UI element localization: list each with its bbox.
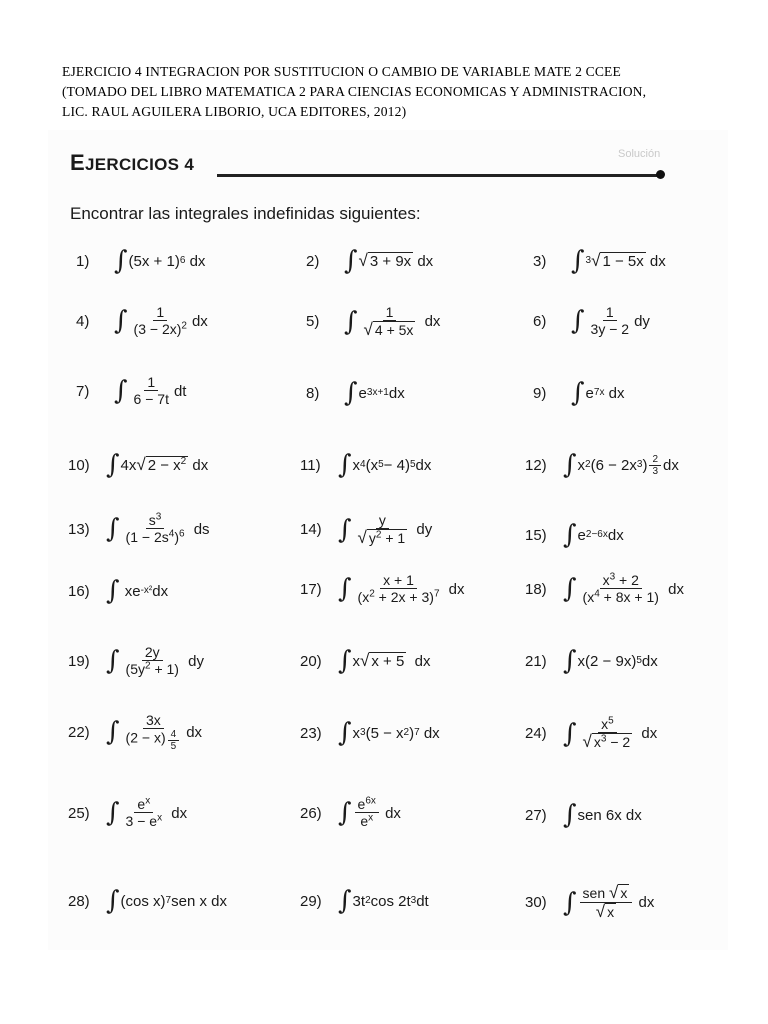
exercise-9: 9) ∫ e 7x dx <box>533 378 625 408</box>
exercise-1: 1) ∫ (5x + 1) 6 dx <box>76 246 206 276</box>
integral-sign: ∫ <box>106 717 120 747</box>
exercise-18: 18) ∫ $\frac{x^3 + 2}{(x^4 + 8x + 1)}$ dx <box>525 571 684 605</box>
exercise-12: 12) ∫ x 2 (6 − 2x 3 ) $\frac{2}{3}$ dx <box>525 450 679 480</box>
exercise-3: 3) ∫ 3 √ 1 − 5x dx <box>533 246 666 276</box>
exercise-11: 11) ∫ x 4 (x 5 − 4) 5 dx <box>300 450 432 480</box>
exercise-28: 28) ∫ (cos x) 7 sen x dx <box>68 886 227 916</box>
exercise-21: 21) ∫ x(2 − 9x) 5 dx <box>525 646 658 676</box>
exercise-25: 25) ∫ $\frac{e^x}{3 - e^x}$ dx <box>68 795 188 829</box>
integral-sign: ∫ <box>338 646 352 676</box>
integral-sign: ∫ <box>106 886 120 916</box>
exercise-6: 6) ∫ $\frac{1}{3y - 2}$ dy <box>533 304 650 337</box>
exercise-20: 20) ∫ x √ x + 5 dx <box>300 646 431 676</box>
integral-sign: ∫ <box>338 718 352 748</box>
exercise-2: 2) ∫ √ 3 + 9x dx <box>306 246 434 276</box>
header-line-2: (TOMADO DEL LIBRO MATEMATICA 2 PARA CIENCIAS ECONOMICAS Y ADMINISTRACION, <box>62 84 647 99</box>
integral-sign: ∫ <box>114 246 128 276</box>
integral-sign: ∫ <box>106 576 120 606</box>
integral-sign: ∫ <box>338 514 352 545</box>
integral-sign: ∫ <box>563 574 577 604</box>
integral-sign: ∫ <box>563 800 577 830</box>
integral-sign: ∫ <box>106 514 120 544</box>
title-underline-end <box>656 170 665 179</box>
integral-sign: ∫ <box>571 378 585 408</box>
integral-sign: ∫ <box>571 246 585 276</box>
instruction-text: Encontrar las integrales indefinidas siguientes: <box>70 204 421 223</box>
title-underline <box>217 174 661 177</box>
integral-sign: ∫ <box>563 887 577 918</box>
integral-sign: ∫ <box>106 450 120 480</box>
header-line-1: EJERCICIO 4 INTEGRACION POR SUSTITUCION O CAMBIO DE VARIABLE MATE 2 CCEE <box>62 64 621 79</box>
integral-sign: ∫ <box>563 718 577 749</box>
integral-sign: ∫ <box>114 376 128 406</box>
integral-sign: ∫ <box>338 886 352 916</box>
integral-sign: ∫ <box>571 306 585 336</box>
integral-sign: ∫ <box>563 450 577 480</box>
exercise-15: 15) ∫ e 2−6x dx <box>525 520 624 550</box>
exercise-7: 7) ∫ $\frac{1}{6 - 7t}$ dt <box>76 374 187 407</box>
exercise-13: 13) ∫ $\frac{s^3}{(1 - 2s^4)^6}$ ds <box>68 511 210 545</box>
integral-sign: ∫ <box>106 646 120 676</box>
integral-sign: ∫ <box>563 646 577 676</box>
exercise-14: 14) ∫ y √ $y^2 + 1$ dy <box>300 512 433 547</box>
bleed-through-text: Solución <box>618 148 661 160</box>
integral-sign: ∫ <box>344 306 358 337</box>
integral-sign: ∫ <box>338 574 352 604</box>
integral-sign: ∫ <box>344 378 358 408</box>
exercise-19: 19) ∫ $\frac{2y}{(5y^2 + 1)}$ dy <box>68 644 204 677</box>
exercise-5: 5) ∫ 1 √ 4 + 5x dx <box>306 304 441 339</box>
exercise-29: 29) ∫ 3t 2 cos 2t 3 dt <box>300 886 429 916</box>
integral-sign: ∫ <box>338 798 352 828</box>
exercise-26: 26) ∫ $\frac{e^{6x}}{e^x}$ dx <box>300 795 401 829</box>
exercise-16: 16) ∫ xe -x² dx <box>68 576 169 606</box>
header-line-3: LIC. RAUL AGUILERA LIBORIO, UCA EDITORES, 2012) <box>62 104 407 119</box>
integral-sign: ∫ <box>344 246 358 276</box>
integral-sign: ∫ <box>114 306 128 336</box>
section-title: EJERCICIOS 4 <box>70 150 195 175</box>
exercise-10: 10) ∫ 4x √ $2 - x^2$ dx <box>68 450 209 480</box>
exercise-8: 8) ∫ e 3x+1 dx <box>306 378 405 408</box>
exercise-24: 24) ∫ $x^5$ √ $x^3 - 2$ dx <box>525 715 658 751</box>
integral-sign: ∫ <box>563 520 577 550</box>
exercise-17: 17) ∫ $\frac{x + 1}{(x^2 + 2x + 3)^7}$ dx <box>300 572 465 605</box>
document-header <box>62 62 722 122</box>
exercise-4: 4) ∫ $\frac{1}{(3 - 2x)^2}$ dx <box>76 304 208 337</box>
exercise-27: 27) ∫ sen 6x dx <box>525 800 642 830</box>
exercise-23: 23) ∫ x 3 (5 − x 2 ) 7 dx <box>300 718 440 748</box>
exercise-30: 30) ∫ sen √ x √ x dx <box>525 883 655 921</box>
integral-sign: ∫ <box>106 798 120 828</box>
integral-sign: ∫ <box>338 450 352 480</box>
exercise-22: 22) ∫ 3x (2 − x) $\frac{4}{5}$ dx <box>68 712 203 752</box>
